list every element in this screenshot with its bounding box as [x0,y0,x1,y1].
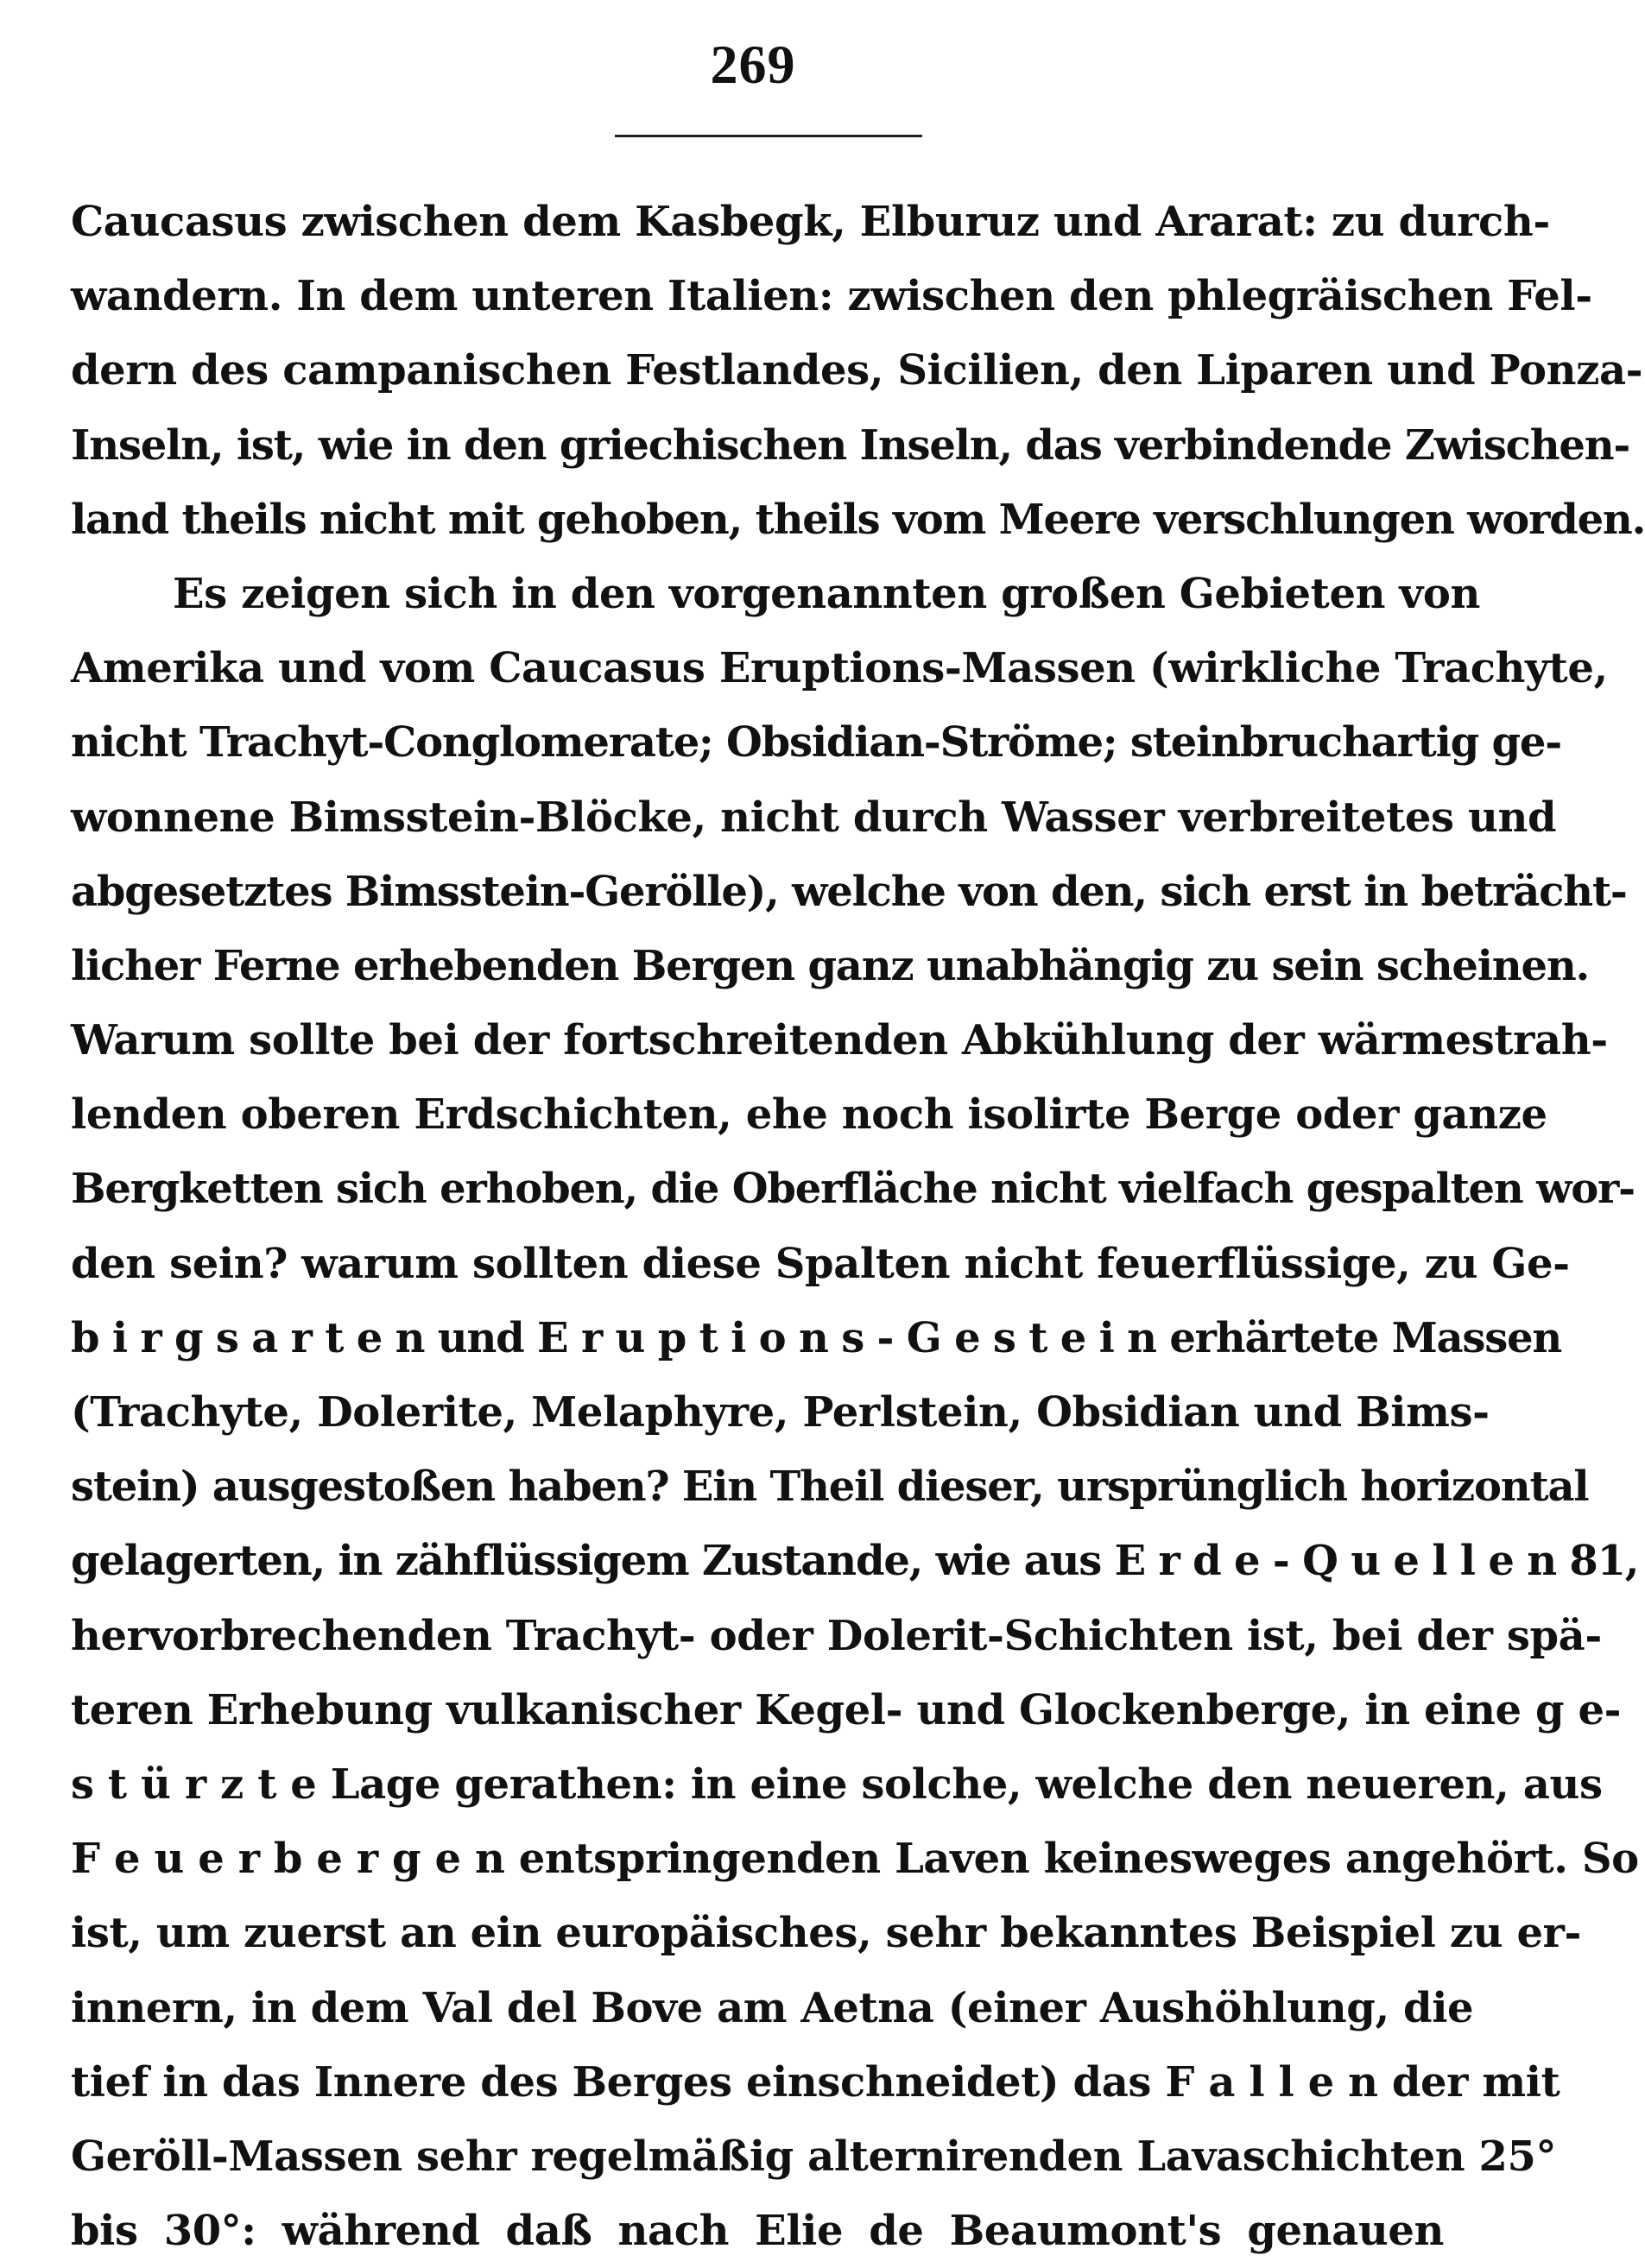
text-line: Caucasus zwischen dem Kasbegk, Elburuz und Ararat: zu durch- [71,198,1550,246]
text-line: wandern. In dem unteren Italien: zwischen den phlegräischen Fel- [71,272,1592,321]
page-number: 269 [710,34,796,95]
text-line: licher Ferne erhebenden Bergen ganz unabhängig zu sein scheinen. [71,941,1590,990]
text-line: land theils nicht mit gehoben, theils vom Meere verschlungen worden. [71,495,1645,544]
text-line: dern des campanischen Festlandes, Sicilien, den Liparen und Ponza- [71,346,1643,395]
text-line: s t ü r z t e Lage gerathen: in eine solche, welche den neueren, aus [71,1759,1603,1809]
text-line: wonnene Bimsstein-Blöcke, nicht durch Wasser verbreitetes und [71,793,1557,842]
text-line: tief in das Innere des Berges einschneidet) das F a l l e n der mit [71,2057,1560,2107]
text-line: abgesetztes Bimsstein-Gerölle), welche von den, sich erst in beträcht- [71,867,1627,916]
text-line: Amerika und vom Caucasus Eruptions-Massen (wirkliche Trachyte, [71,644,1608,693]
text-line: gelagerten, in zähflüssigem Zustande, wie aus E r d e - Q u e l l e n 81, [71,1537,1639,1586]
header-rule [615,135,922,137]
text-line: Geröll-Massen sehr regelmäßig alternirenden Lavaschichten 25° [71,2132,1557,2181]
text-line: nicht Trachyt-Conglomerate; Obsidian-Ströme; steinbruchartig ge- [71,718,1561,768]
paragraph-start-line: Es zeigen sich in den vorgenannten großen Gebieten von [173,569,1481,618]
text-line: (Trachyte, Dolerite, Melaphyre, Perlstein, Obsidian und Bims- [71,1388,1490,1437]
text-line: Warum sollte bei der fortschreitenden Abkühlung der wärmestrah- [71,1016,1608,1065]
text-line: bis 30°: während daß nach Elie de Beaumont's genauen [71,2207,1444,2256]
text-line: teren Erhebung vulkanischer Kegel- und Glockenberge, in eine g e- [71,1685,1622,1734]
text-line: b i r g s a r t e n und E r u p t i o n s - G e s t e i n erhärtete Massen [71,1313,1562,1362]
text-line: den sein? warum sollten diese Spalten nicht feuerflüssige, zu Ge- [71,1239,1570,1288]
text-line: lenden oberen Erdschichten, ehe noch isolirte Berge oder ganze [71,1090,1547,1140]
text-line: ist, um zuerst an ein europäisches, sehr bekanntes Beispiel zu er- [71,1909,1582,1958]
body-text [71,185,1645,2268]
text-line: F e u e r b e r g e n entspringenden Laven keinesweges angehört. So [71,1835,1639,1884]
text-line: innern, in dem Val del Bove am Aetna (einer Aushöhlung, die [71,1983,1474,2032]
text-line: Bergketten sich erhoben, die Oberfläche nicht vielfach gespalten wor- [71,1165,1635,1214]
text-line: Inseln, ist, wie in den griechischen Inseln, das verbindende Zwischen- [71,420,1630,470]
text-line: stein) ausgestoßen haben? Ein Theil dieser, ursprünglich horizontal [71,1463,1589,1512]
text-line: hervorbrechenden Trachyt- oder Dolerit-Schichten ist, bei der spä- [71,1611,1602,1660]
